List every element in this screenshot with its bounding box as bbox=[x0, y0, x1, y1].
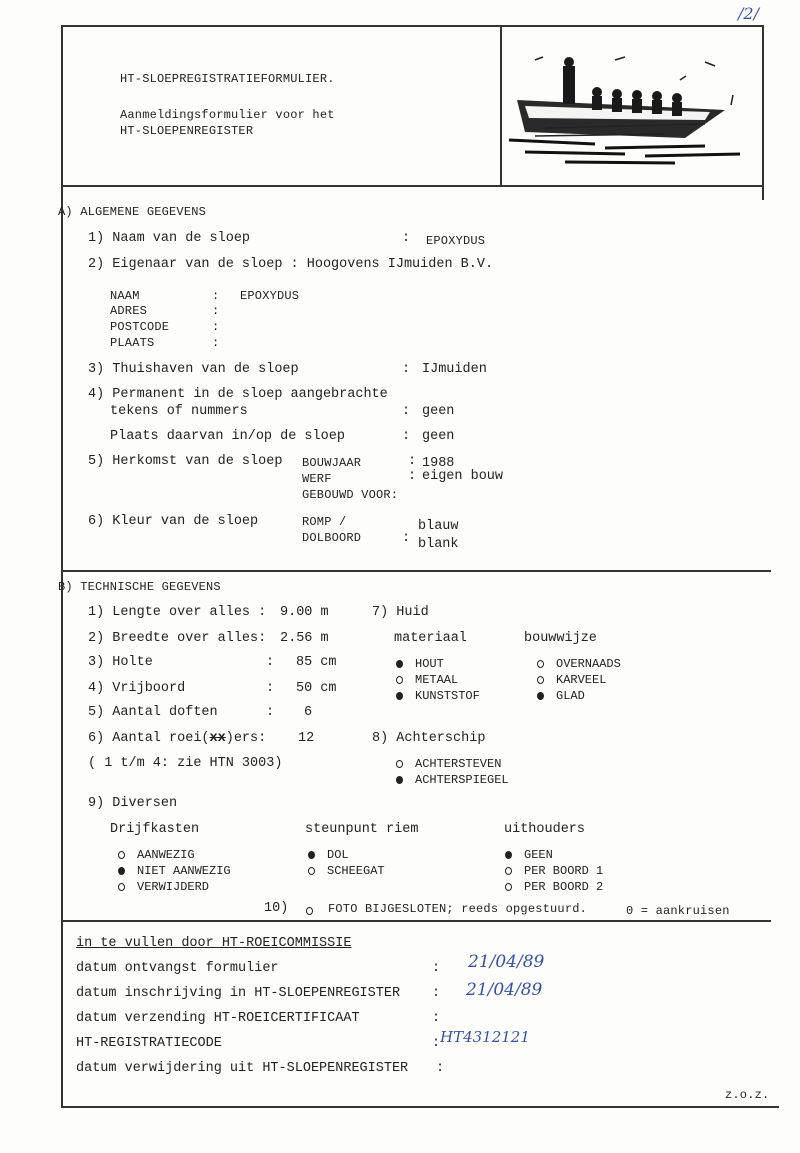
option-item[interactable] bbox=[396, 672, 480, 688]
q4-label-1: 4) Permanent in de sloep aangebrachte bbox=[88, 387, 388, 402]
q4-label-2: tekens of nummers bbox=[110, 404, 248, 419]
rowing-boat-illustration bbox=[505, 40, 755, 170]
option-label: PER BOORD 1 bbox=[524, 864, 604, 878]
checked-mark-icon[interactable] bbox=[396, 776, 403, 784]
ontvangst-label: datum ontvangst formulier bbox=[76, 961, 279, 976]
achterschip-label: 8) Achterschip bbox=[372, 731, 486, 746]
dolboord-label: DOLBOORD bbox=[302, 531, 362, 545]
code-label: HT-REGISTRATIECODE bbox=[76, 1036, 222, 1051]
unchecked-mark-icon[interactable] bbox=[396, 760, 403, 768]
holte-value: 85 cm bbox=[296, 655, 337, 670]
checked-mark-icon[interactable] bbox=[537, 692, 544, 700]
checked-mark-icon[interactable] bbox=[308, 851, 315, 859]
diversen-label: 9) Diversen bbox=[88, 796, 178, 811]
lengte-value: 9.00 m bbox=[280, 605, 329, 620]
q3-value: IJmuiden bbox=[422, 362, 487, 377]
option-label: OVERNAADS bbox=[556, 657, 621, 671]
bouwwijze-options bbox=[537, 656, 621, 704]
legend: 0 = aankruisen bbox=[626, 904, 730, 918]
unchecked-mark-icon[interactable] bbox=[537, 676, 544, 684]
roeiers-value: 12 bbox=[298, 731, 315, 746]
option-item[interactable] bbox=[118, 879, 231, 895]
checked-mark-icon[interactable] bbox=[118, 867, 125, 875]
steunpunt-options bbox=[308, 847, 385, 879]
option-item[interactable] bbox=[308, 863, 385, 879]
achterschip-options bbox=[396, 756, 509, 788]
naam-value: EPOXYDUS bbox=[240, 289, 300, 303]
q4-value: geen bbox=[422, 404, 455, 419]
werf-label: WERF bbox=[302, 472, 332, 486]
option-label: KUNSTSTOF bbox=[415, 689, 480, 703]
vrijboord-value: 50 cm bbox=[296, 681, 337, 696]
q6-label: 6) Kleur van de sloep bbox=[88, 514, 259, 529]
roeiers-struck: xx bbox=[209, 731, 226, 746]
option-label: SCHEEGAT bbox=[327, 864, 385, 878]
unchecked-mark-icon[interactable] bbox=[396, 676, 403, 684]
foto-prefix: 10) bbox=[264, 901, 289, 916]
adres-label: ADRES bbox=[110, 304, 148, 318]
vrijboord-label: 4) Vrijboord bbox=[88, 681, 186, 696]
holte-label: 3) Holte bbox=[88, 655, 153, 670]
commission-heading: in te vullen door HT-ROEICOMMISSIE bbox=[76, 936, 352, 951]
verwijdering-label: datum verwijdering uit HT-SLOEPENREGISTER bbox=[76, 1061, 409, 1076]
uithouders-header: uithouders bbox=[504, 822, 586, 837]
option-label: GLAD bbox=[556, 689, 585, 703]
bouwjaar-value: 1988 bbox=[422, 456, 455, 471]
werf-value: eigen bouw bbox=[422, 469, 504, 484]
section-b-rule bbox=[61, 570, 771, 572]
huid-label: 7) Huid bbox=[372, 605, 429, 620]
header-divider bbox=[500, 25, 502, 186]
checked-mark-icon[interactable] bbox=[396, 660, 403, 668]
option-item[interactable] bbox=[537, 672, 621, 688]
q4b-label: Plaats daarvan in/op de sloep bbox=[110, 429, 345, 444]
breedte-label: 2) Breedte over alles: bbox=[88, 631, 267, 646]
form-subtitle-2: HT-SLOEPENREGISTER bbox=[120, 124, 254, 138]
verzending-label: datum verzending HT-ROEICERTIFICAAT bbox=[76, 1011, 360, 1026]
dimensions-note: ( 1 t/m 4: zie HTN 3003) bbox=[88, 756, 283, 771]
option-item[interactable] bbox=[537, 688, 621, 704]
option-label: DOL bbox=[327, 848, 349, 862]
q2-label: 2) Eigenaar van de sloep : Hoogovens IJmuiden B.V. bbox=[88, 257, 494, 272]
header-bottom-rule bbox=[61, 185, 763, 187]
frame-top bbox=[61, 25, 763, 27]
bouwjaar-label: BOUWJAAR bbox=[302, 456, 362, 470]
option-item[interactable] bbox=[396, 772, 509, 788]
option-label: ACHTERSTEVEN bbox=[415, 757, 502, 771]
option-label: METAAL bbox=[415, 673, 459, 687]
option-label: NIET AANWEZIG bbox=[137, 864, 231, 878]
section-b-heading: B) TECHNISCHE GEGEVENS bbox=[58, 580, 221, 594]
option-label: ACHTERSPIEGEL bbox=[415, 773, 509, 787]
option-label: GEEN bbox=[524, 848, 553, 862]
naam-label: NAAM bbox=[110, 289, 140, 303]
plaats-label: PLAATS bbox=[110, 336, 155, 350]
option-item[interactable] bbox=[396, 756, 509, 772]
bouwwijze-header: bouwwijze bbox=[524, 631, 597, 646]
dolboord-value: blank bbox=[418, 537, 459, 552]
inschrijving-value: 21/04/89 bbox=[466, 980, 543, 1000]
steunpunt-header: steunpunt riem bbox=[305, 822, 419, 837]
registration-form-page: /2/ HT-SLOEPREGISTRATIEFORMULIER. Aanmeldingsformulier voor het HT-SLOEPENREGISTER A) ALGEMENE GEGEVENS 1) Naam van de sloep : EPOXYDUS 2) Eigenaar van de sloep : Hoogovens IJmuiden B.V. NAAM : EPOXYDUS ADRES : POSTCODE : PLAATS : 3) Thuishaven van de sloep : IJmuiden 4) Permanent in de sloep aangebrachte tekens of nummers : geen Plaats daarvan in/op de sloep : geen 5) Herkomst van de sloep BOUWJAAR : 1988 WERF : eigen bouw GEBOUWD VOOR: 6) Kleur van de sloep ROMP / DOLBOORD : blauw blank B) TECHNISCHE GEGEVENS 1) Lengte over alles : 9.00 m 2) Breedte over alles: 2.56 m 3) Holte : 85 cm 4) Vrijboord : 50 cm 5) Aantal doften : 6 6) Aantal roei(xx)ers: 12 ( 1 t/m 4: zie HTN 3003) 7) Huid materiaal bouwwijze HOUT METAAL KUNSTSTOF OVERNAADS KARVEEL GLAD 8) Achterschip ACHTERSTEVEN ACHTERSPIEGEL 9) Diversen Drijfkasten steunpunt riem uithouders AANWEZIG NIET AANWEZIG VERWIJDERD DOL SCHEEGAT GEEN PER BOORD 1 PER BOORD 2 10) FOTO BIJGESLOTEN; reeds opgestuurd. 0 = aankruisen in te vullen door HT-ROEICOMMISSIE datum ontvangst formulier : 21/04/89 datum inschrijving in HT-SLOEPENREGISTER : 21/04/89 datum verzending HT-ROEICERTIFICAAT : HT-REGISTRATIECODE : HT4312121 datum verwijdering uit HT-SLOEPENREGISTER : z.o.z. bbox=[0, 0, 800, 1153]
unchecked-mark-icon[interactable] bbox=[537, 660, 544, 668]
option-item[interactable] bbox=[396, 688, 480, 704]
frame-right-top bbox=[762, 25, 764, 200]
q1-value: EPOXYDUS bbox=[426, 234, 486, 248]
romp-value: blauw bbox=[418, 519, 459, 534]
q5-label: 5) Herkomst van de sloep bbox=[88, 454, 283, 469]
unchecked-mark-icon[interactable] bbox=[505, 883, 512, 891]
option-item[interactable] bbox=[505, 879, 603, 895]
q4b-value: geen bbox=[422, 429, 455, 444]
section-a-heading: A) ALGEMENE GEGEVENS bbox=[58, 205, 207, 219]
breedte-value: 2.56 m bbox=[280, 631, 329, 646]
option-item[interactable] bbox=[118, 847, 231, 863]
option-label: KARVEEL bbox=[556, 673, 607, 687]
commission-rule bbox=[61, 920, 771, 922]
option-label: AANWEZIG bbox=[137, 848, 195, 862]
option-item[interactable] bbox=[537, 656, 621, 672]
option-item[interactable] bbox=[396, 656, 480, 672]
gebouwd-voor-label: GEBOUWD VOOR: bbox=[302, 488, 399, 502]
foto-checkbox[interactable] bbox=[306, 902, 313, 920]
form-title: HT-SLOEPREGISTRATIEFORMULIER. bbox=[120, 72, 335, 86]
option-item[interactable] bbox=[505, 847, 603, 863]
checked-mark-icon[interactable] bbox=[505, 851, 512, 859]
unchecked-mark-icon[interactable] bbox=[308, 867, 315, 875]
option-item[interactable] bbox=[308, 847, 385, 863]
code-value: HT4312121 bbox=[440, 1028, 530, 1046]
zoz-label: z.o.z. bbox=[725, 1088, 770, 1102]
q1-label: 1) Naam van de sloep bbox=[88, 231, 251, 246]
materiaal-options bbox=[396, 656, 480, 704]
inschrijving-label: datum inschrijving in HT-SLOEPENREGISTER bbox=[76, 986, 401, 1001]
lengte-label: 1) Lengte over alles : bbox=[88, 605, 267, 620]
materiaal-header: materiaal bbox=[394, 631, 467, 646]
drijfkasten-options bbox=[118, 847, 231, 895]
option-item[interactable] bbox=[505, 863, 603, 879]
postcode-label: POSTCODE bbox=[110, 320, 170, 334]
checked-mark-icon[interactable] bbox=[396, 692, 403, 700]
romp-label: ROMP / bbox=[302, 515, 347, 529]
frame-left bbox=[61, 25, 63, 1108]
foto-text: FOTO BIJGESLOTEN; reeds opgestuurd. bbox=[328, 902, 588, 916]
page-number: /2/ bbox=[738, 4, 759, 23]
form-subtitle-1: Aanmeldingsformulier voor het bbox=[120, 108, 335, 122]
unchecked-mark-icon[interactable] bbox=[118, 851, 125, 859]
q3-label: 3) Thuishaven van de sloep bbox=[88, 362, 299, 377]
uithouders-options bbox=[505, 847, 603, 895]
roeiers-label: 6) Aantal roei(xx)ers: bbox=[88, 731, 267, 746]
doften-label: 5) Aantal doften bbox=[88, 705, 218, 720]
ontvangst-value: 21/04/89 bbox=[468, 952, 545, 972]
doften-value: 6 bbox=[304, 705, 313, 720]
option-label: VERWIJDERD bbox=[137, 880, 210, 894]
drijfkasten-header: Drijfkasten bbox=[110, 822, 200, 837]
option-label: PER BOORD 2 bbox=[524, 880, 604, 894]
unchecked-mark-icon[interactable] bbox=[505, 867, 512, 875]
option-item[interactable] bbox=[118, 863, 231, 879]
frame-bottom bbox=[61, 1106, 779, 1108]
option-label: HOUT bbox=[415, 657, 444, 671]
unchecked-mark-icon[interactable] bbox=[118, 883, 125, 891]
